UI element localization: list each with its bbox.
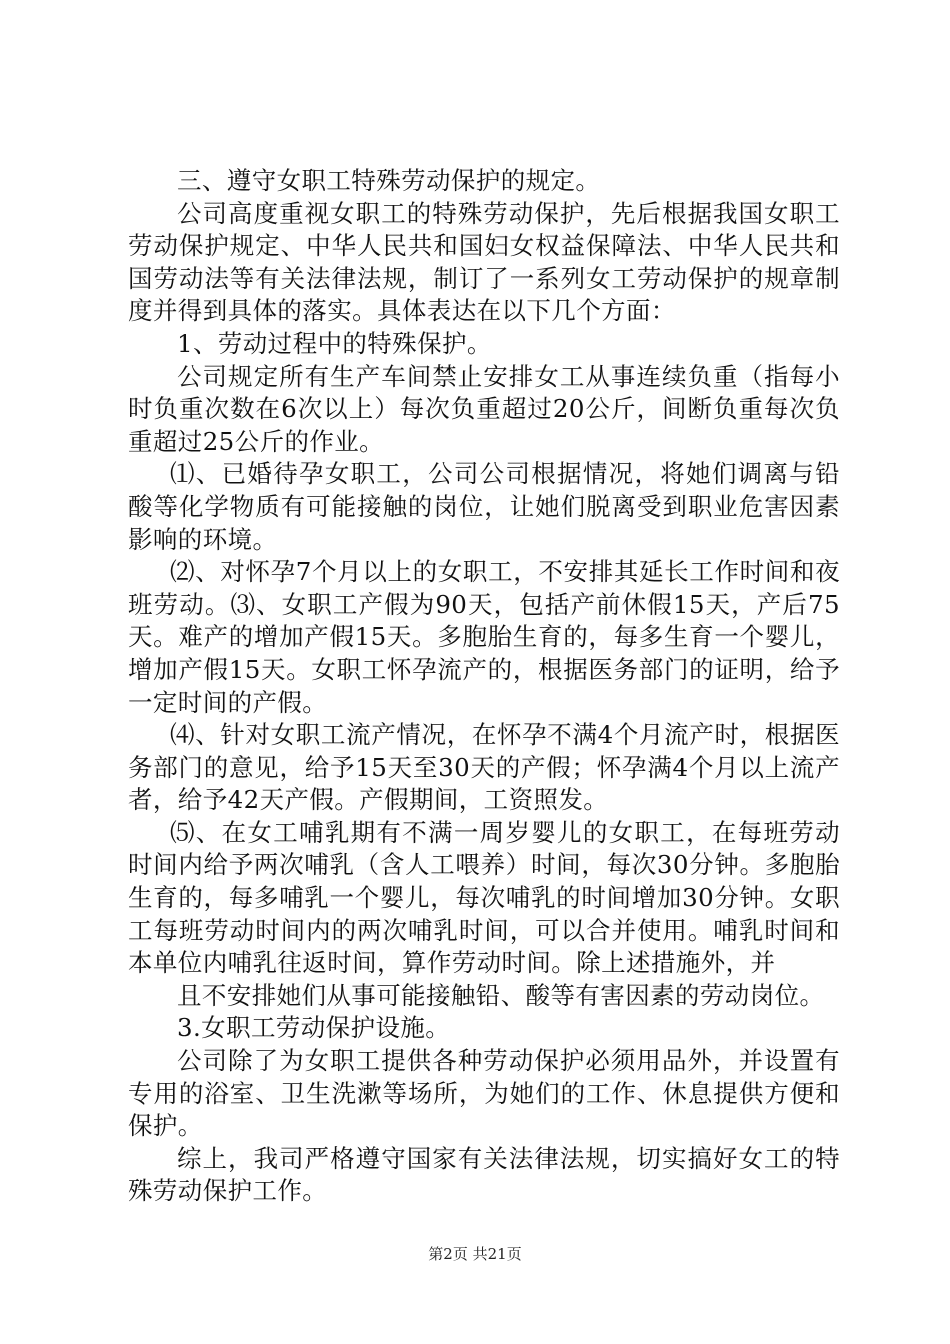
subsection-heading: 1、劳动过程中的特殊保护。 bbox=[177, 328, 492, 358]
intro-paragraph: 公司高度重视女职工的特殊劳动保护，先后根据我国女职工劳动保护规定、中华人民共和国妇女权益保障法、中华人民共和国劳动法等有关法律法规，制订了一系列女工劳动保护的规章制度并得到具体的落实。具体表达在以下几个方面： bbox=[128, 198, 840, 326]
item-4-paragraph: ⑷、针对女职工流产情况，在怀孕不满4个月流产时，根据医务部门的意见，给予15天至30天的产假；怀孕满4个月以上流产者，给予42天产假。产假期间，工资照发。 bbox=[128, 720, 840, 815]
section-heading: 三、遵守女职工特殊劳动保护的规定。 bbox=[177, 166, 601, 195]
document-body bbox=[128, 165, 840, 1208]
item-1-paragraph: ⑴、已婚待孕女职工，公司公司根据情况，将她们调离与铅酸等化学物质有可能接触的岗位，让她们脱离受到职业危害因素影响的环境。 bbox=[128, 459, 840, 554]
page-number-footer: 第2页 共21页 bbox=[428, 1245, 522, 1263]
facilities-paragraph: 公司除了为女职工提供各种劳动保护必须用品外，并设置有专用的浴室、卫生洗漱等场所，为她们的工作、休息提供方便和保护。 bbox=[128, 1046, 840, 1141]
workload-rule-paragraph: 公司规定所有生产车间禁止安排女工从事连续负重（指每小时负重次数在6次以上）每次负重超过20公斤，间断负重每次负重超过25公斤的作业。 bbox=[128, 361, 840, 456]
facilities-heading: 3.女职工劳动保护设施。 bbox=[177, 1013, 451, 1043]
continuation-paragraph: 且不安排她们从事可能接触铅、酸等有害因素的劳动岗位。 bbox=[177, 980, 825, 1010]
item-2-3-paragraph: ⑵、对怀孕7个月以上的女职工，不安排其延长工作时间和夜班劳动。⑶、女职工产假为90天，包括产前休假15天，产后75天。难产的增加产假15天。多胞胎生育的，每多生育一个婴儿，增加产假15天。女职工怀孕流产的，根据医务部门的证明，给予一定时间的产假。 bbox=[128, 557, 840, 717]
item-5-paragraph: ⑸、在女工哺乳期有不满一周岁婴儿的女职工，在每班劳动时间内给予两次哺乳（含人工喂养）时间，每次30分钟。多胞胎生育的，每多哺乳一个婴儿，每次哺乳的时间增加30分钟。女职工每班劳动时间内的两次哺乳时间，可以合并使用。哺乳时间和本单位内哺乳往返时间，算作劳动时间。除上述措施外，并 bbox=[128, 817, 840, 978]
conclusion-paragraph: 综上，我司严格遵守国家有关法律法规，切实搞好女工的特殊劳动保护工作。 bbox=[128, 1143, 840, 1206]
